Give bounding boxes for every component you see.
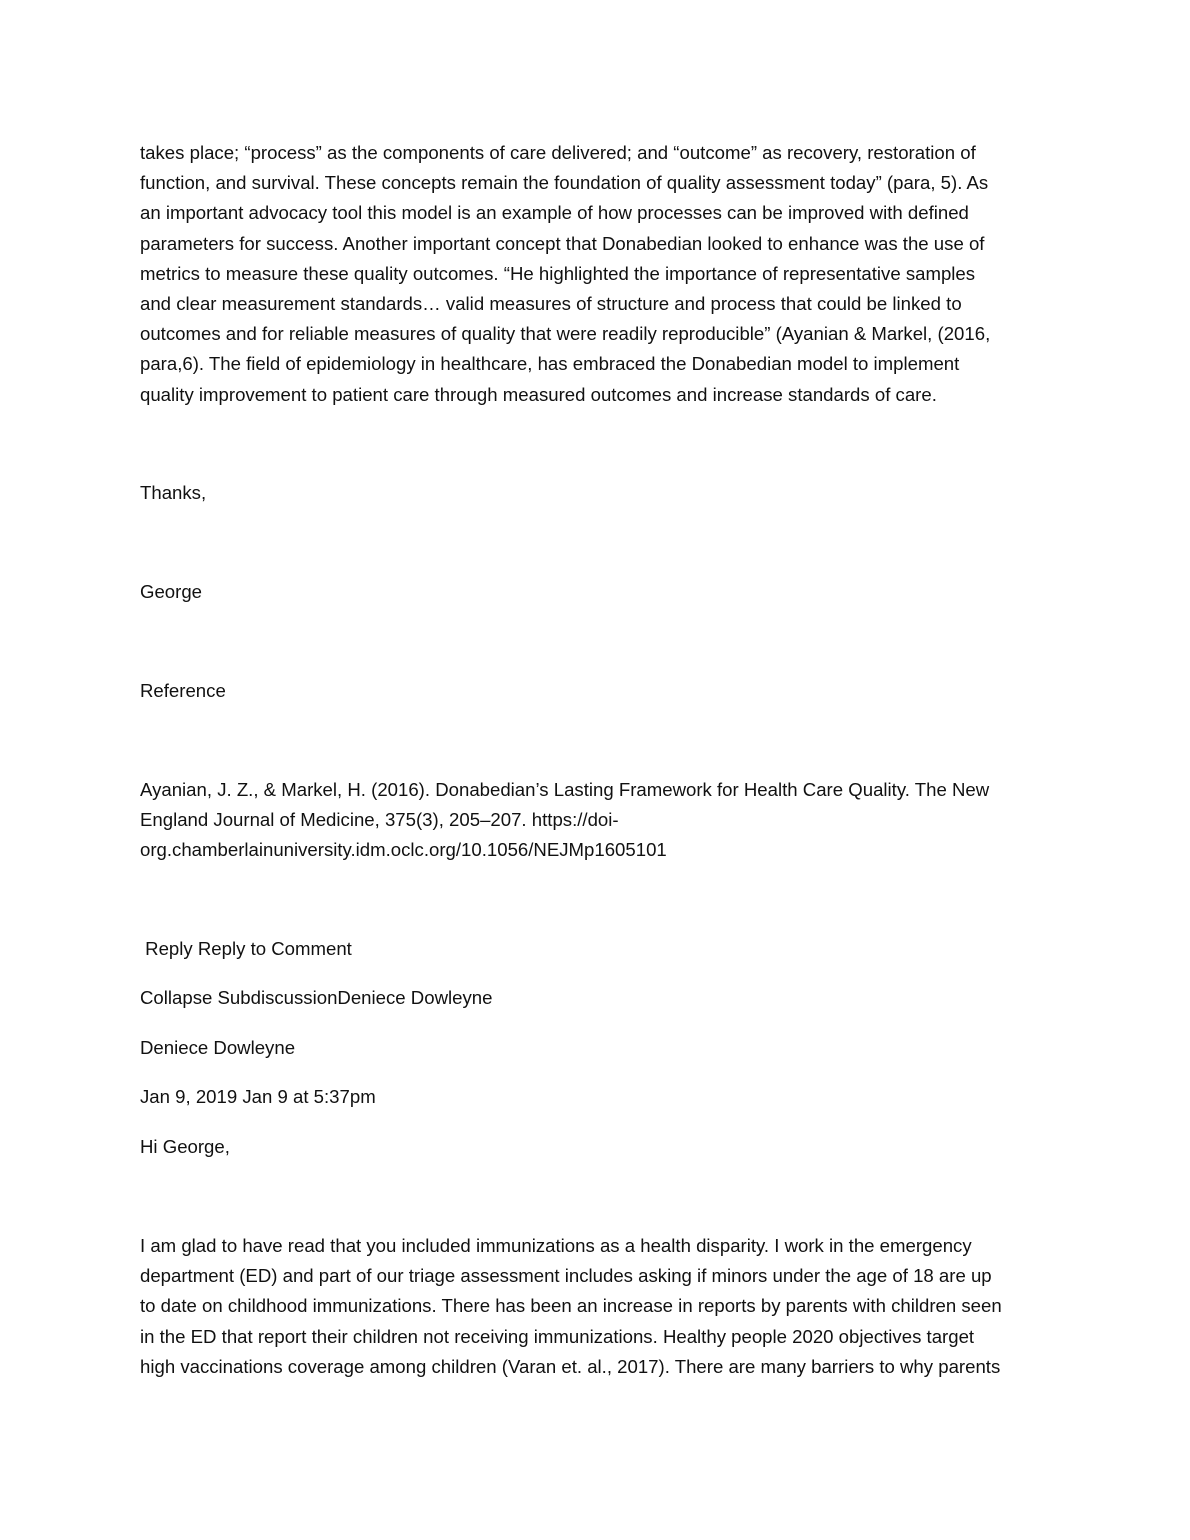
paragraph-line: metrics to measure these quality outcomes. “He highlighted the importance of representative samples [140,262,976,284]
donabedian-paragraph [140,138,1055,410]
immunization-paragraph [140,1231,1055,1382]
paragraph-line: outcomes and for reliable measures of quality that were readily reproducible” (Ayanian & Markel, (2016, [140,323,991,345]
greeting: Hi George, [140,1136,230,1157]
citation-line: Ayanian, J. Z., & Markel, H. (2016). Donabedian’s Lasting Framework for Health Care Quality. The New [140,779,990,800]
author-name: Deniece Dowleyne [140,1037,296,1058]
reference-citation [140,775,1055,866]
closing-thanks: Thanks, [140,482,207,503]
citation-line: org.chamberlainuniversity.idm.oclc.org/10.1056/NEJMp1605101 [140,839,667,861]
paragraph-line: department (ED) and part of our triage assessment includes asking if minors under the age of 18 are up [140,1265,992,1287]
paragraph-line: quality improvement to patient care through measured outcomes and increase standards of care. [140,383,937,405]
paragraph-line: takes place; “process” as the components of care delivered; and “outcome” as recovery, restoration of [140,142,976,163]
paragraph-line: and clear measurement standards… valid measures of structure and process that could be linked to [140,293,962,315]
paragraph-line: in the ED that report their children not receiving immunizations. Healthy people 2020 objectives target [140,1325,975,1347]
paragraph-line: function, and survival. These concepts remain the foundation of quality assessment today” (para, 5). As [140,172,989,194]
paragraph-line: I am glad to have read that you included immunizations as a health disparity. I work in the emergency [140,1235,972,1256]
paragraph-line: para,6). The field of epidemiology in healthcare, has embraced the Donabedian model to implement [140,353,960,375]
paragraph-line: to date on childhood immunizations. There has been an increase in reports by parents with children seen [140,1295,1002,1317]
signature-name: George [140,581,203,602]
paragraph-line: high vaccinations coverage among children (Varan et. al., 2017). There are many barriers to why parents [140,1355,1001,1377]
collapse-subdiscussion-text: Collapse SubdiscussionDeniece Dowleyne [140,987,493,1008]
reply-to-comment-text: Reply Reply to Comment [140,938,352,959]
citation-line: England Journal of Medicine, 375(3), 205–207. https://doi- [140,809,619,831]
post-date: Jan 9, 2019 Jan 9 at 5:37pm [140,1086,376,1107]
paragraph-line: an important advocacy tool this model is an example of how processes can be improved with defined [140,202,969,224]
reference-heading: Reference [140,680,226,701]
paragraph-line: parameters for success. Another important concept that Donabedian looked to enhance was the use of [140,232,985,254]
